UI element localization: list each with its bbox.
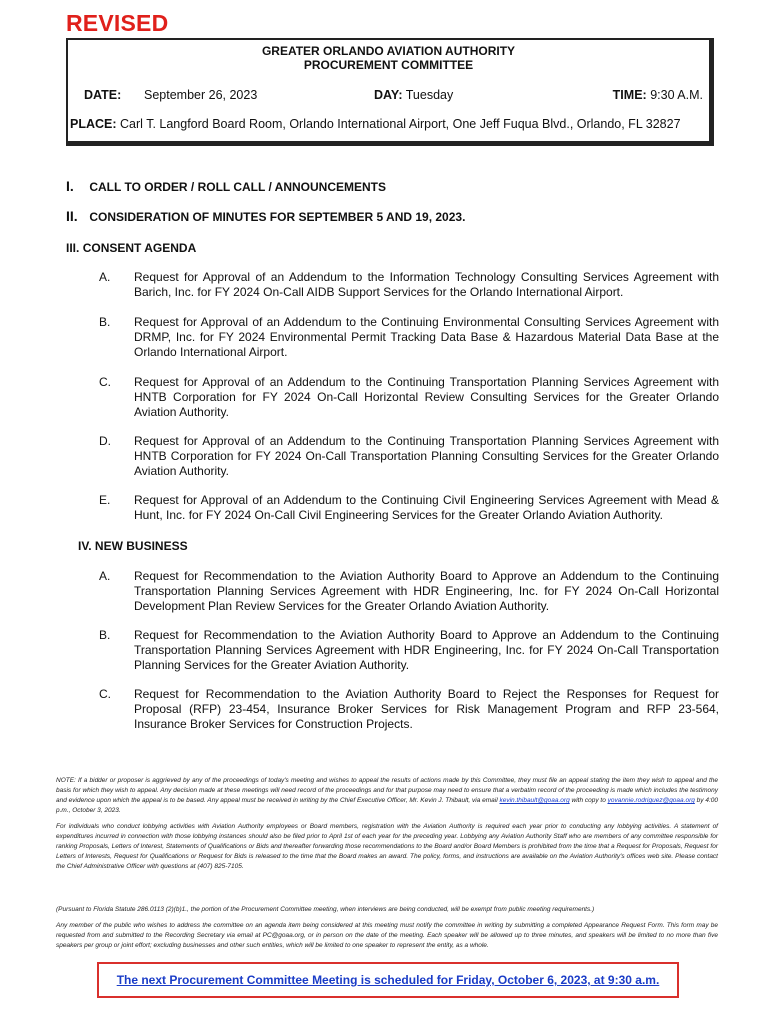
date-row: DATE: [84, 88, 122, 102]
next-meeting-box [97, 962, 679, 998]
item-letter: C. [99, 687, 111, 701]
consent-item-d [99, 434, 719, 479]
place-row: PLACE: Carl T. Langford Board Room, Orlando International Airport, One Jeff Fuqua Blvd., Orlando, FL 32827 [70, 117, 681, 131]
item-letter: B. [99, 315, 111, 329]
appeal-note [56, 776, 718, 816]
public-comment-note: Any member of the public who wishes to address the committee on an agenda item being considered at this meeting must notify the committee in writing by submitting a completed Appearance Request Form. This form may be requested from and submitted to the Recording Secretary via email at PC@goaa.org, or in person on the date of the meeting. Each speaker will be allowed up to three minutes, and speakers will be limited to no more than five speakers per group or joint effort; excluding businesses and other such entities, which will be limited to one speaker to represent the entity, as a whole. [56, 922, 718, 949]
section-3-title: CONSENT AGENDA [82, 241, 197, 255]
lobbying-note: For individuals who conduct lobbying activities with Aviation Authority employees or Board members, registration with the Aviation Authority is required each year prior to conducting any lobbying activities. A statement of expenditures incurred in connection with those lobbying instances should also be filed prior to April 1st of each year for the preceding year. Lobbying any Aviation Authority Staff who are members of any committee responsible for ranking Proposals, Letters of Interest, Statements of Qualifications or Bids and thereafter forwarding those recommendations to the Board and/or Board Members is prohibited from the time that a Request for Proposals, Request for Letters of Interests, Request for Qualifications or Request for Bids is released to the time that the Board makes an award. The policy, forms, and instructions are available on the Aviation Authority's offices web site. Please contact the Chief Administrative Officer with questions at (407) 825-7105. [56, 823, 718, 870]
item-text: Request for Approval of an Addendum to the Continuing Environmental Consulting Services Agreement with DRMP, Inc. for FY 2024 Environmental Permit Tracking Data Base & Hazardous Material Data Base at the Orlando International Airport. [134, 315, 719, 359]
section-1 [66, 178, 386, 194]
item-text: Request for Approval of an Addendum to the Continuing Transportation Planning Services Agreement with HNTB Corporation for FY 2024 On-Call Horizontal Review Consulting Services for the Greater Orlando Aviation Authority. [134, 375, 719, 419]
day-row: DAY: Tuesday [374, 88, 454, 102]
section-2 [66, 208, 465, 224]
section-4-num: IV. [78, 539, 92, 553]
appeal-note-text: with copy to [569, 797, 608, 804]
consent-item-c [99, 375, 719, 420]
ceo-email-link[interactable]: kevin.thibault@goaa.org [499, 797, 570, 804]
appeal-note-text: by 4:00 p.m., October 3, 2023. [56, 797, 719, 814]
org-name: GREATER ORLANDO AVIATION AUTHORITY [261, 44, 516, 58]
item-letter: E. [99, 493, 111, 507]
next-meeting-link[interactable]: The next Procurement Committee Meeting is scheduled for Friday, October 6, 2023, at 9:30 a.m. [116, 973, 660, 987]
time-value: 9:30 A.M. [650, 88, 703, 102]
date-label: DATE [84, 88, 118, 102]
place-label: PLACE [70, 117, 113, 131]
item-letter: D. [99, 434, 111, 448]
time-label: TIME [612, 88, 643, 102]
time-row: TIME: 9:30 A.M. [612, 88, 703, 102]
place-value: Carl T. Langford Board Room, Orlando International Airport, One Jeff Fuqua Blvd., Orlando, FL 32827 [120, 117, 681, 131]
copy-email-link[interactable]: yovannie.rodriguez@goaa.org [607, 797, 695, 804]
section-3 [66, 241, 196, 255]
statute-note: (Pursuant to Florida Statute 286.0113 (2)(b)1., the portion of the Procurement Committee meeting, when interviews are being conducted, will be exempt from public meeting requirements.) [56, 906, 595, 913]
new-business-item-c [99, 687, 719, 732]
section-3-num: III. [66, 241, 80, 255]
new-business-item-b [99, 628, 719, 673]
item-letter: B. [99, 628, 111, 642]
item-text: Request for Recommendation to the Aviation Authority Board to Reject the Responses for Request for Proposal (RFP) 23-454, Insurance Broker Services for Risk Management Program and RFP 23-564, Insurance Broker Services for Construction Projects. [134, 687, 719, 731]
item-text: Request for Recommendation to the Aviation Authority Board to Approve an Addendum to the Continuing Transportation Planning Services Agreement with HDR Engineering, Inc. for FY 2024 On-Call Transportation Planning Services for the Greater Aviation Authority. [134, 628, 719, 672]
revised-label: REVISED [66, 10, 169, 36]
section-4-title: NEW BUSINESS [94, 539, 188, 553]
date-value: September 26, 2023 [144, 88, 258, 102]
section-2-num: II. [66, 208, 78, 224]
section-1-title: CALL TO ORDER / ROLL CALL / ANNOUNCEMENTS [89, 180, 387, 194]
consent-item-a [99, 270, 719, 300]
item-letter: C. [99, 375, 111, 389]
consent-item-b [99, 315, 719, 360]
item-text: Request for Approval of an Addendum to the Information Technology Consulting Services Agreement with Barich, Inc. for FY 2024 On-Call AIDB Support Services for the Orlando International Airport. [134, 270, 719, 299]
item-text: Request for Approval of an Addendum to the Continuing Transportation Planning Services Agreement with HNTB Corporation for FY 2024 On-Call Transportation Planning Consulting Services for the Greater Orlando Aviation Authority. [134, 434, 719, 478]
consent-item-e [99, 493, 719, 523]
section-2-title: CONSIDERATION OF MINUTES FOR SEPTEMBER 5 AND 19, 2023. [89, 210, 466, 224]
new-business-item-a [99, 569, 719, 614]
day-value: Tuesday [405, 88, 454, 102]
day-label: DAY [374, 88, 399, 102]
item-letter: A. [99, 270, 111, 284]
section-1-num: I. [66, 178, 74, 194]
item-text: Request for Recommendation to the Aviation Authority Board to Approve an Addendum to the Continuing Transportation Planning Services Agreement with HDR Engineering, Inc. for FY 2024 On-Call Horizontal Development Plan Review Services for the Greater Orlando Aviation Authority. [134, 569, 719, 613]
item-letter: A. [99, 569, 111, 583]
appeal-note-text: NOTE: If a bidder or proposer is aggrieved by any of the proceedings of today's meeting and wishes to appeal the results of actions made by this Committee, they must file an appeal stating the item they wish to appeal and the basis for which they wish to appeal. Any decision made at these meetings will need record of the proceedings and for that purpose may need to ensure that a verbatim record of the proceeding is made which includes the testimony and evidence upon which the appeal is to be based. Any appeal must be received in writing by the Chief Executive Officer, Mr. Kevin J. Thibault, via email [56, 777, 718, 804]
committee-name: PROCUREMENT COMMITTEE [303, 58, 474, 72]
section-4 [78, 539, 188, 553]
meeting-header-box [66, 38, 714, 146]
item-text: Request for Approval of an Addendum to the Continuing Civil Engineering Services Agreement with Mead & Hunt, Inc. for FY 2024 On-Call Civil Engineering Services for the Greater Orlando Aviation Authority. [134, 493, 719, 522]
